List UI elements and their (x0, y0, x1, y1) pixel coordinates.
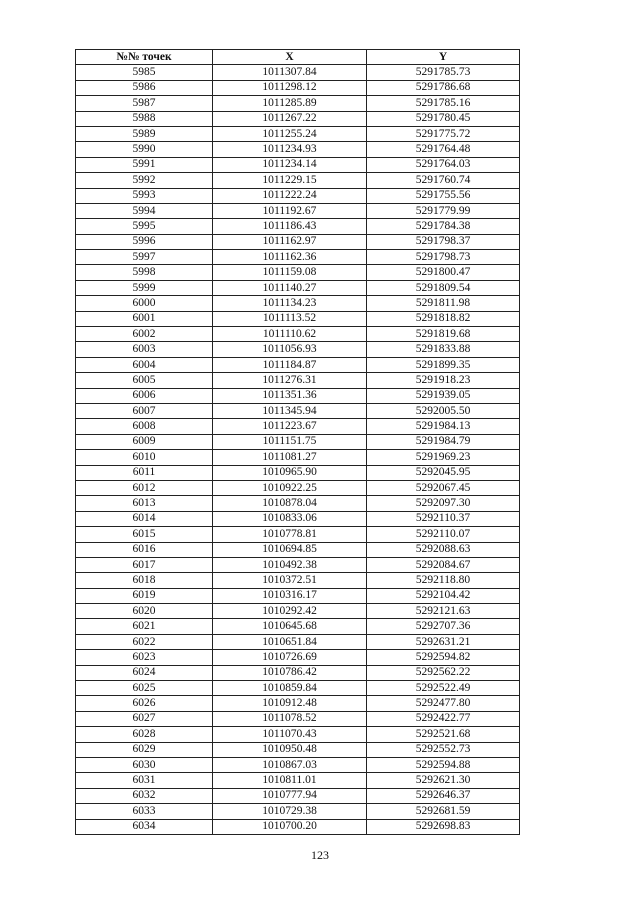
x-cell: 1011151.75 (213, 434, 367, 449)
point-number-cell: 6015 (76, 527, 213, 542)
point-number-cell: 6001 (76, 311, 213, 326)
table-row (76, 388, 520, 403)
y-cell: 5291811.98 (367, 296, 520, 311)
x-cell: 1010694.85 (213, 542, 367, 557)
y-cell: 5291784.38 (367, 219, 520, 234)
x-cell: 1010492.38 (213, 557, 367, 572)
y-cell: 5292562.22 (367, 665, 520, 680)
point-number-cell: 6007 (76, 403, 213, 418)
point-number-cell: 5985 (76, 65, 213, 80)
x-cell: 1010372.51 (213, 573, 367, 588)
table-row (76, 80, 520, 95)
table-row (76, 557, 520, 572)
y-cell: 5291775.72 (367, 126, 520, 141)
x-cell: 1011285.89 (213, 96, 367, 111)
point-number-cell: 5991 (76, 157, 213, 172)
table-row (76, 588, 520, 603)
x-cell: 1010859.84 (213, 681, 367, 696)
point-number-cell: 6002 (76, 327, 213, 342)
table-row (76, 542, 520, 557)
point-number-cell: 6025 (76, 681, 213, 696)
x-cell: 1010950.48 (213, 742, 367, 757)
table-row (76, 373, 520, 388)
table-row (76, 219, 520, 234)
table-row (76, 419, 520, 434)
y-cell: 5292067.45 (367, 480, 520, 495)
x-cell: 1011307.84 (213, 65, 367, 80)
x-cell: 1010777.94 (213, 788, 367, 803)
y-cell: 5292594.82 (367, 650, 520, 665)
point-number-cell: 6028 (76, 727, 213, 742)
point-number-cell: 6032 (76, 788, 213, 803)
y-cell: 5292707.36 (367, 619, 520, 634)
table-row (76, 173, 520, 188)
x-cell: 1011070.43 (213, 727, 367, 742)
point-number-cell: 6003 (76, 342, 213, 357)
table-row (76, 265, 520, 280)
y-cell: 5291785.16 (367, 96, 520, 111)
y-cell: 5292422.77 (367, 711, 520, 726)
y-cell: 5291939.05 (367, 388, 520, 403)
x-cell: 1010922.25 (213, 480, 367, 495)
table-row (76, 342, 520, 357)
point-number-cell: 5994 (76, 203, 213, 218)
point-number-cell: 6029 (76, 742, 213, 757)
point-number-cell: 6034 (76, 819, 213, 834)
table-row (76, 511, 520, 526)
x-cell: 1011081.27 (213, 450, 367, 465)
x-cell: 1011159.08 (213, 265, 367, 280)
point-number-cell: 5986 (76, 80, 213, 95)
page-number: 123 (311, 848, 329, 862)
table-row (76, 296, 520, 311)
y-cell: 5291800.47 (367, 265, 520, 280)
point-number-cell: 5988 (76, 111, 213, 126)
point-number-cell: 6013 (76, 496, 213, 511)
coordinates-table (75, 49, 520, 835)
x-cell: 1010651.84 (213, 634, 367, 649)
x-cell: 1010726.69 (213, 650, 367, 665)
y-cell: 5292084.67 (367, 557, 520, 572)
y-cell: 5291969.23 (367, 450, 520, 465)
x-cell: 1011110.62 (213, 327, 367, 342)
x-cell: 1010645.68 (213, 619, 367, 634)
table-row (76, 634, 520, 649)
table-row (76, 327, 520, 342)
table-row (76, 403, 520, 418)
y-cell: 5291786.68 (367, 80, 520, 95)
table-row (76, 480, 520, 495)
table-row (76, 604, 520, 619)
table-row (76, 757, 520, 772)
point-number-cell: 6022 (76, 634, 213, 649)
table-row (76, 188, 520, 203)
table-row (76, 573, 520, 588)
point-number-cell: 5989 (76, 126, 213, 141)
table-row (76, 727, 520, 742)
x-cell: 1011222.24 (213, 188, 367, 203)
y-cell: 5291755.56 (367, 188, 520, 203)
y-cell: 5292521.68 (367, 727, 520, 742)
table-row (76, 819, 520, 834)
y-cell: 5291809.54 (367, 280, 520, 295)
x-cell: 1011351.36 (213, 388, 367, 403)
x-cell: 1011234.93 (213, 142, 367, 157)
table-row (76, 450, 520, 465)
y-cell: 5291984.13 (367, 419, 520, 434)
x-cell: 1011276.31 (213, 373, 367, 388)
table-row (76, 126, 520, 141)
x-cell: 1010729.38 (213, 804, 367, 819)
y-cell: 5291780.45 (367, 111, 520, 126)
x-cell: 1010833.06 (213, 511, 367, 526)
point-number-cell: 6018 (76, 573, 213, 588)
point-number-cell: 5987 (76, 96, 213, 111)
table-row (76, 681, 520, 696)
point-number-cell: 6020 (76, 604, 213, 619)
x-cell: 1010912.48 (213, 696, 367, 711)
point-number-cell: 5995 (76, 219, 213, 234)
table-row (76, 311, 520, 326)
point-number-cell: 6009 (76, 434, 213, 449)
y-cell: 5291798.37 (367, 234, 520, 249)
x-cell: 1011134.23 (213, 296, 367, 311)
x-cell: 1011184.87 (213, 357, 367, 372)
x-cell: 1010811.01 (213, 773, 367, 788)
point-number-cell: 6010 (76, 450, 213, 465)
header-point-number: №№ точек (76, 50, 213, 65)
y-cell: 5292522.49 (367, 681, 520, 696)
table-header (76, 50, 520, 65)
y-cell: 5292621.30 (367, 773, 520, 788)
table-row (76, 788, 520, 803)
table-row (76, 357, 520, 372)
y-cell: 5291760.74 (367, 173, 520, 188)
x-cell: 1010867.03 (213, 757, 367, 772)
y-cell: 5292097.30 (367, 496, 520, 511)
y-cell: 5291764.48 (367, 142, 520, 157)
point-number-cell: 5992 (76, 173, 213, 188)
point-number-cell: 5996 (76, 234, 213, 249)
table-body (76, 65, 520, 835)
table-row (76, 696, 520, 711)
y-cell: 5291779.99 (367, 203, 520, 218)
table-row (76, 157, 520, 172)
x-cell: 1011186.43 (213, 219, 367, 234)
point-number-cell: 6016 (76, 542, 213, 557)
point-number-cell: 6000 (76, 296, 213, 311)
header-y: Y (367, 50, 520, 65)
x-cell: 1010786.42 (213, 665, 367, 680)
point-number-cell: 6023 (76, 650, 213, 665)
table-row (76, 527, 520, 542)
point-number-cell: 6014 (76, 511, 213, 526)
y-cell: 5292104.42 (367, 588, 520, 603)
x-cell: 1011162.36 (213, 250, 367, 265)
x-cell: 1010878.04 (213, 496, 367, 511)
x-cell: 1010316.17 (213, 588, 367, 603)
y-cell: 5292118.80 (367, 573, 520, 588)
x-cell: 1011345.94 (213, 403, 367, 418)
x-cell: 1011078.52 (213, 711, 367, 726)
header-x: X (213, 50, 367, 65)
x-cell: 1011298.12 (213, 80, 367, 95)
y-cell: 5292631.21 (367, 634, 520, 649)
y-cell: 5292045.95 (367, 465, 520, 480)
point-number-cell: 6019 (76, 588, 213, 603)
y-cell: 5292698.83 (367, 819, 520, 834)
y-cell: 5291819.68 (367, 327, 520, 342)
header-row (76, 50, 520, 65)
point-number-cell: 5993 (76, 188, 213, 203)
x-cell: 1011229.15 (213, 173, 367, 188)
table-row (76, 250, 520, 265)
table-row (76, 711, 520, 726)
x-cell: 1011113.52 (213, 311, 367, 326)
point-number-cell: 6006 (76, 388, 213, 403)
x-cell: 1010700.20 (213, 819, 367, 834)
y-cell: 5292110.37 (367, 511, 520, 526)
y-cell: 5292088.63 (367, 542, 520, 557)
point-number-cell: 6033 (76, 804, 213, 819)
x-cell: 1011140.27 (213, 280, 367, 295)
table-row (76, 804, 520, 819)
y-cell: 5291764.03 (367, 157, 520, 172)
point-number-cell: 6021 (76, 619, 213, 634)
y-cell: 5291798.73 (367, 250, 520, 265)
table-row (76, 65, 520, 80)
table-row (76, 665, 520, 680)
y-cell: 5291899.35 (367, 357, 520, 372)
x-cell: 1011056.93 (213, 342, 367, 357)
x-cell: 1011255.24 (213, 126, 367, 141)
table-row (76, 434, 520, 449)
point-number-cell: 5999 (76, 280, 213, 295)
point-number-cell: 6030 (76, 757, 213, 772)
y-cell: 5291785.73 (367, 65, 520, 80)
y-cell: 5292646.37 (367, 788, 520, 803)
point-number-cell: 6024 (76, 665, 213, 680)
table-row (76, 234, 520, 249)
x-cell: 1011162.97 (213, 234, 367, 249)
table-row (76, 142, 520, 157)
x-cell: 1011234.14 (213, 157, 367, 172)
x-cell: 1010965.90 (213, 465, 367, 480)
table-row (76, 650, 520, 665)
table-row (76, 465, 520, 480)
y-cell: 5291833.88 (367, 342, 520, 357)
y-cell: 5292110.07 (367, 527, 520, 542)
point-number-cell: 6004 (76, 357, 213, 372)
y-cell: 5292121.63 (367, 604, 520, 619)
point-number-cell: 6005 (76, 373, 213, 388)
y-cell: 5292594.88 (367, 757, 520, 772)
point-number-cell: 6011 (76, 465, 213, 480)
table-row (76, 496, 520, 511)
table-row (76, 203, 520, 218)
x-cell: 1011192.67 (213, 203, 367, 218)
y-cell: 5291918.23 (367, 373, 520, 388)
y-cell: 5292005.50 (367, 403, 520, 418)
table-row (76, 96, 520, 111)
point-number-cell: 6026 (76, 696, 213, 711)
table-row (76, 619, 520, 634)
x-cell: 1010292.42 (213, 604, 367, 619)
x-cell: 1011267.22 (213, 111, 367, 126)
table-row (76, 742, 520, 757)
y-cell: 5292681.59 (367, 804, 520, 819)
point-number-cell: 5998 (76, 265, 213, 280)
y-cell: 5292477.80 (367, 696, 520, 711)
point-number-cell: 6008 (76, 419, 213, 434)
y-cell: 5292552.73 (367, 742, 520, 757)
x-cell: 1011223.67 (213, 419, 367, 434)
point-number-cell: 6027 (76, 711, 213, 726)
y-cell: 5291984.79 (367, 434, 520, 449)
x-cell: 1010778.81 (213, 527, 367, 542)
point-number-cell: 5997 (76, 250, 213, 265)
point-number-cell: 6017 (76, 557, 213, 572)
point-number-cell: 5990 (76, 142, 213, 157)
point-number-cell: 6031 (76, 773, 213, 788)
point-number-cell: 6012 (76, 480, 213, 495)
y-cell: 5291818.82 (367, 311, 520, 326)
table-row (76, 111, 520, 126)
table-row (76, 280, 520, 295)
table-row (76, 773, 520, 788)
